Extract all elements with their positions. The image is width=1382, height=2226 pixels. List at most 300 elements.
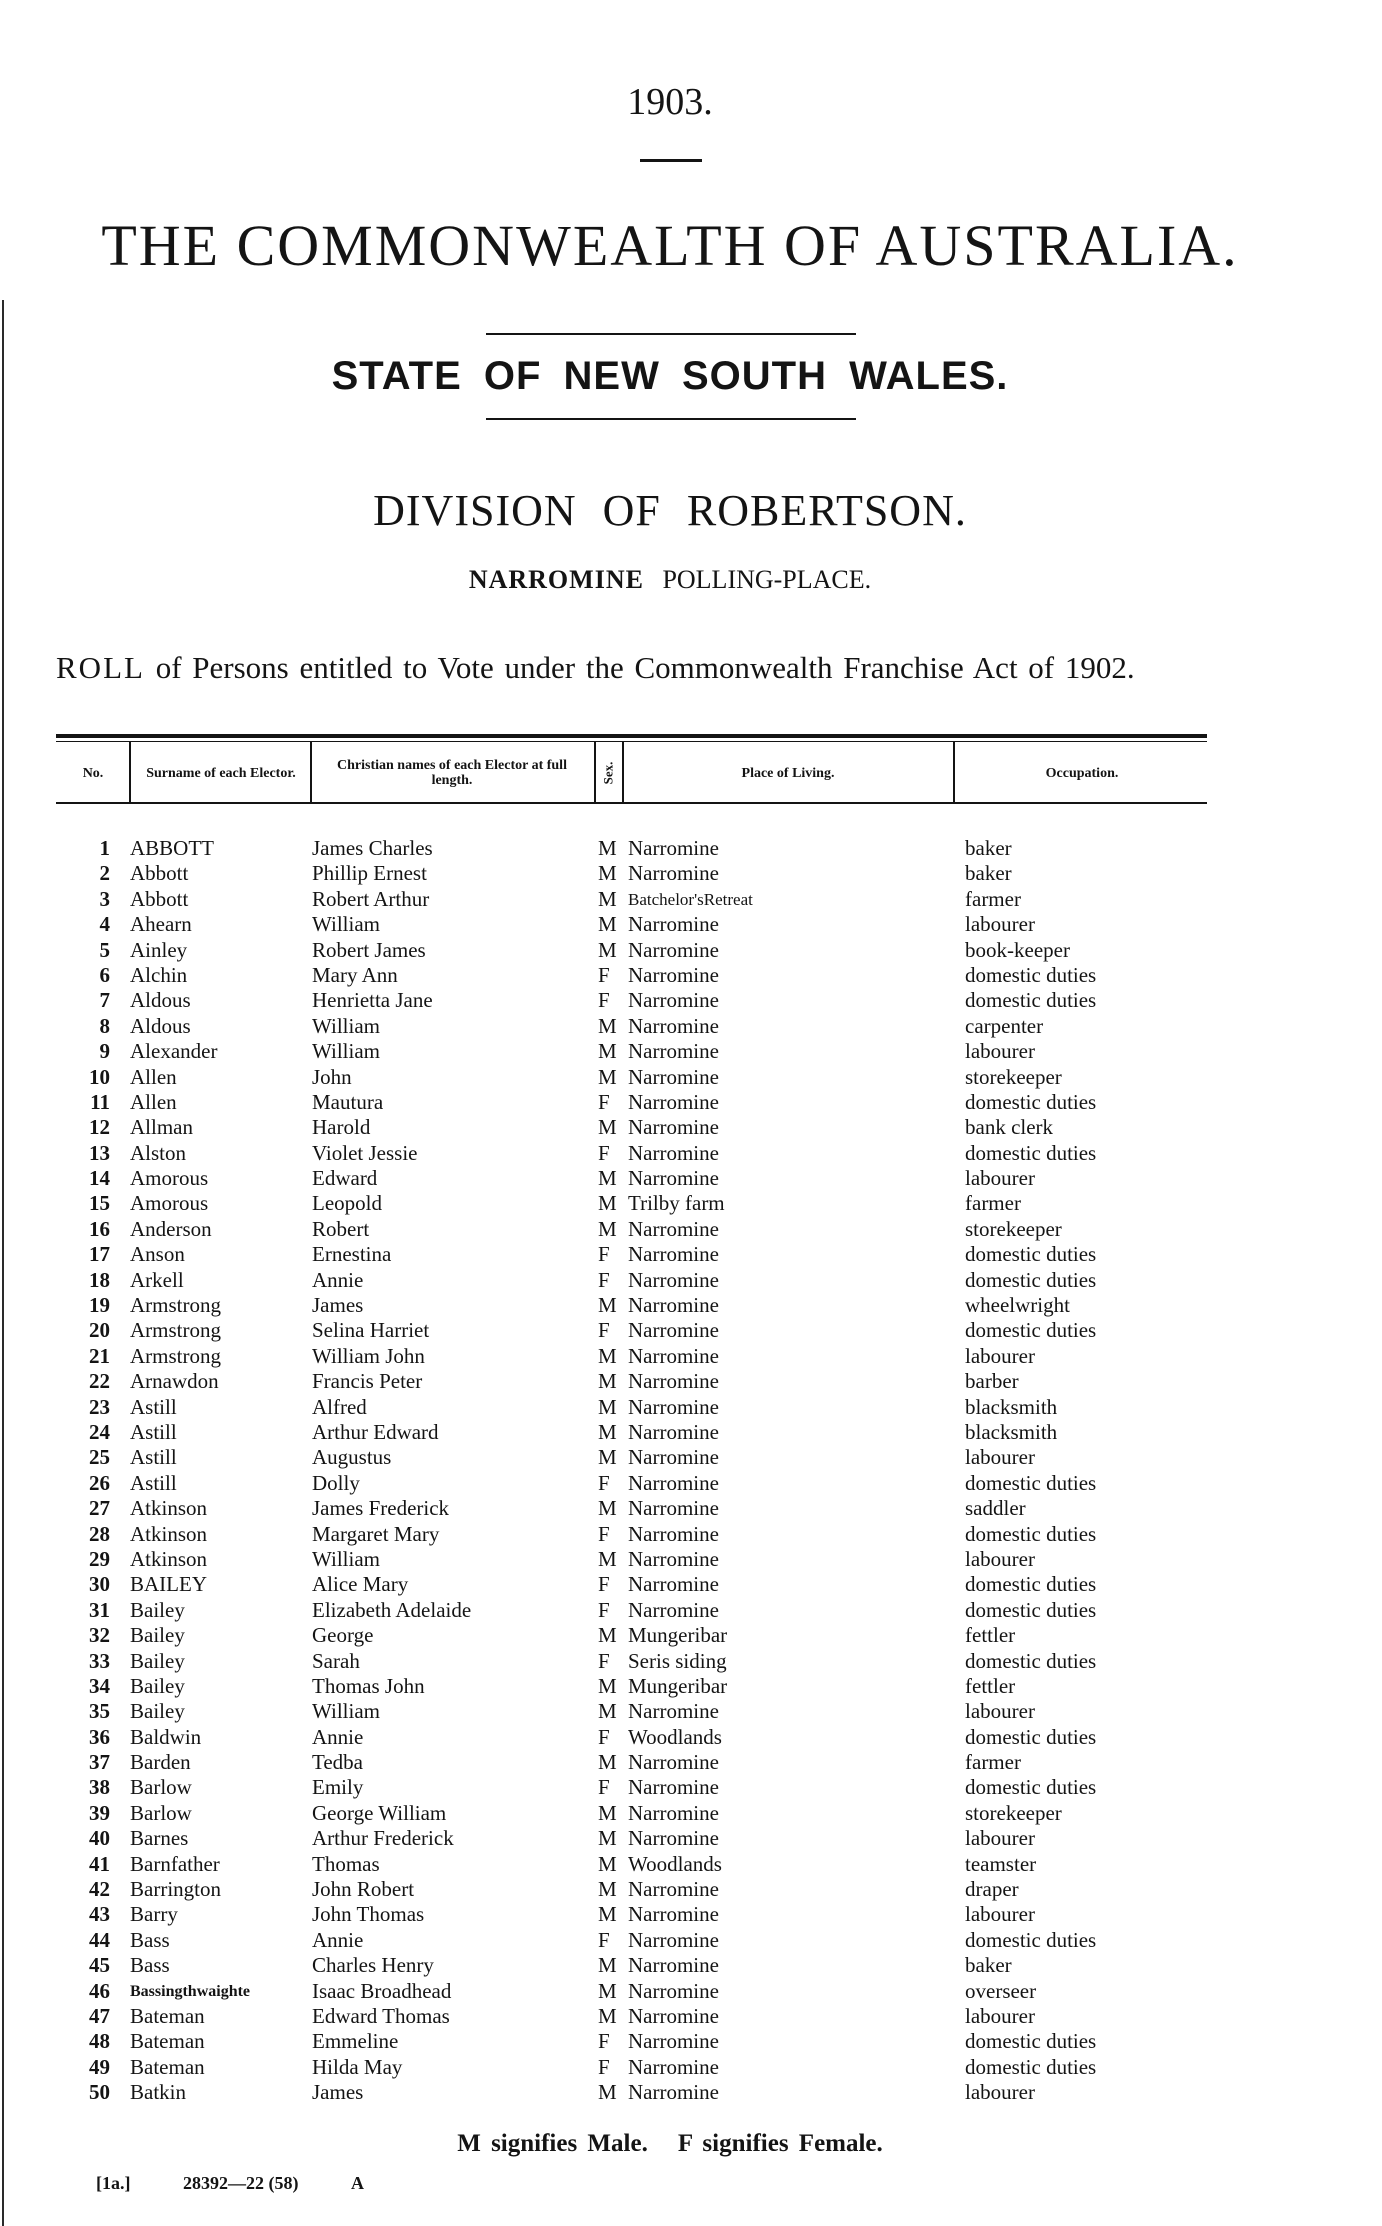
row-surname: Batkin xyxy=(130,2080,186,2105)
table-row xyxy=(0,1953,1382,1978)
table-row xyxy=(0,1115,1382,1140)
table-row xyxy=(0,1014,1382,1039)
table-row xyxy=(0,938,1382,963)
row-number: 21 xyxy=(89,1343,110,1368)
row-christian-names: Edward Thomas xyxy=(312,2003,450,2028)
row-sex: M xyxy=(598,937,617,962)
row-christian-names: Annie xyxy=(312,1724,364,1749)
row-surname: Aldous xyxy=(130,1013,191,1038)
row-number: 4 xyxy=(99,912,110,937)
row-number: 19 xyxy=(89,1293,110,1318)
table-row xyxy=(0,1674,1382,1699)
row-occupation: domestic duties xyxy=(965,1521,1097,1546)
row-occupation: domestic duties xyxy=(965,1470,1097,1495)
row-place: Narromine xyxy=(628,1166,719,1191)
row-sex: M xyxy=(598,1216,617,1241)
row-christian-names: James xyxy=(312,2080,364,2105)
table-top-rule xyxy=(56,734,1207,738)
row-number: 25 xyxy=(89,1445,110,1470)
row-occupation: saddler xyxy=(965,1496,1026,1521)
row-sex: M xyxy=(598,1800,617,1825)
row-occupation: bank clerk xyxy=(965,1115,1054,1140)
row-number: 3 xyxy=(99,886,110,911)
row-christian-names: George xyxy=(312,1623,374,1648)
row-place: Narromine xyxy=(628,1572,719,1597)
row-place: Narromine xyxy=(628,2003,719,2028)
row-christian-names: Robert James xyxy=(312,937,426,962)
column-divider xyxy=(622,742,624,804)
row-christian-names: Robert xyxy=(312,1216,370,1241)
row-surname: Alchin xyxy=(130,962,188,987)
row-place: Narromine xyxy=(628,1927,719,1952)
row-surname: Armstrong xyxy=(130,1343,221,1368)
row-christian-names: Isaac Broadhead xyxy=(312,1978,452,2003)
row-sex: M xyxy=(598,1902,617,1927)
row-number: 24 xyxy=(89,1419,110,1444)
document-year: 1903. xyxy=(627,81,713,123)
row-surname: Aldous xyxy=(130,988,191,1013)
row-occupation: labourer xyxy=(965,1902,1035,1927)
row-occupation: storekeeper xyxy=(965,1216,1062,1241)
row-surname: Arnawdon xyxy=(130,1369,219,1394)
table-row xyxy=(0,912,1382,937)
row-christian-names: Alice Mary xyxy=(312,1572,409,1597)
row-sex: F xyxy=(598,2054,610,2079)
row-surname: Allen xyxy=(130,1064,177,1089)
table-row xyxy=(0,861,1382,886)
row-christian-names: James Charles xyxy=(312,836,433,860)
table-row xyxy=(0,1649,1382,1674)
row-surname: Barrington xyxy=(130,1877,221,1902)
row-occupation: domestic duties xyxy=(965,1648,1097,1673)
row-number: 43 xyxy=(89,1902,110,1927)
row-place: Narromine xyxy=(628,2029,719,2054)
row-place: Narromine xyxy=(628,1267,719,1292)
row-number: 16 xyxy=(89,1216,110,1241)
row-number: 28 xyxy=(89,1521,110,1546)
row-christian-names: William xyxy=(312,1039,380,1064)
row-occupation: baker xyxy=(965,1953,1012,1978)
row-sex: M xyxy=(598,1166,617,1191)
row-number: 36 xyxy=(89,1724,110,1749)
row-sex: F xyxy=(598,1140,610,1165)
row-place: Narromine xyxy=(628,962,719,987)
table-row xyxy=(0,1395,1382,1420)
row-occupation: baker xyxy=(965,836,1012,860)
row-occupation: domestic duties xyxy=(965,1775,1097,1800)
row-sex: F xyxy=(598,1724,610,1749)
row-occupation: farmer xyxy=(965,1191,1021,1216)
row-christian-names: Alfred xyxy=(312,1394,367,1419)
row-sex: M xyxy=(598,861,617,886)
row-number: 30 xyxy=(89,1572,110,1597)
row-sex: M xyxy=(598,1496,617,1521)
row-surname: Atkinson xyxy=(130,1546,208,1571)
row-surname: Ainley xyxy=(130,937,188,962)
row-christian-names: Tedba xyxy=(312,1750,364,1775)
row-surname: Bailey xyxy=(130,1623,185,1648)
row-number: 39 xyxy=(89,1800,110,1825)
row-place: Narromine xyxy=(628,861,719,886)
row-number: 22 xyxy=(89,1369,110,1394)
row-christian-names: James xyxy=(312,1293,364,1318)
table-row xyxy=(0,887,1382,912)
row-occupation: draper xyxy=(965,1877,1019,1902)
row-surname: Alston xyxy=(130,1140,187,1165)
row-christian-names: George William xyxy=(312,1800,447,1825)
row-occupation: labourer xyxy=(965,1826,1035,1851)
table-row xyxy=(0,1293,1382,1318)
row-surname: Armstrong xyxy=(130,1318,221,1343)
row-occupation: domestic duties xyxy=(965,962,1097,987)
row-surname: Amorous xyxy=(130,1166,209,1191)
row-surname: Bateman xyxy=(130,2054,205,2079)
row-sex: M xyxy=(598,1369,617,1394)
row-surname: Atkinson xyxy=(130,1496,208,1521)
table-row xyxy=(0,1090,1382,1115)
row-christian-names: Phillip Ernest xyxy=(312,861,427,886)
row-number: 48 xyxy=(89,2029,110,2054)
row-surname: Barlow xyxy=(130,1775,192,1800)
row-sex: M xyxy=(598,1623,617,1648)
row-occupation: domestic duties xyxy=(965,1597,1097,1622)
row-sex: M xyxy=(598,1039,617,1064)
row-occupation: labourer xyxy=(965,912,1035,937)
row-number: 40 xyxy=(89,1826,110,1851)
row-christian-names: Augustus xyxy=(312,1445,392,1470)
row-christian-names: Annie xyxy=(312,1927,364,1952)
row-surname: Barden xyxy=(130,1750,191,1775)
row-surname: Bateman xyxy=(130,2003,205,2028)
row-sex: F xyxy=(598,1927,610,1952)
row-place: Narromine xyxy=(628,1293,719,1318)
column-header-sex: Sex. xyxy=(600,761,615,785)
row-sex: M xyxy=(598,1293,617,1318)
row-occupation: labourer xyxy=(965,1445,1035,1470)
row-sex: M xyxy=(598,1673,617,1698)
row-christian-names: Francis Peter xyxy=(312,1369,423,1394)
row-surname: Bateman xyxy=(130,2029,205,2054)
table-row xyxy=(0,1191,1382,1216)
table-row xyxy=(0,1445,1382,1470)
row-place: Woodlands xyxy=(628,1851,722,1876)
row-occupation: farmer xyxy=(965,1750,1021,1775)
row-place: Trilby farm xyxy=(628,1191,725,1216)
row-christian-names: Emmeline xyxy=(312,2029,399,2054)
row-sex: F xyxy=(598,1089,610,1114)
table-row xyxy=(0,963,1382,988)
table-row xyxy=(0,1420,1382,1445)
row-surname: Astill xyxy=(130,1394,177,1419)
row-sex: F xyxy=(598,1470,610,1495)
row-occupation: domestic duties xyxy=(965,2029,1097,2054)
table-row xyxy=(0,1750,1382,1775)
table-row xyxy=(0,2029,1382,2054)
row-number: 29 xyxy=(89,1546,110,1571)
row-christian-names: Mautura xyxy=(312,1089,384,1114)
year-divider xyxy=(640,159,702,162)
row-place: Narromine xyxy=(628,1953,719,1978)
row-surname: Bailey xyxy=(130,1597,185,1622)
row-number: 9 xyxy=(99,1039,110,1064)
row-sex: M xyxy=(598,2003,617,2028)
sex-legend xyxy=(0,2130,1340,2158)
row-surname: Allman xyxy=(130,1115,193,1140)
row-place: Narromine xyxy=(628,1978,719,2003)
row-sex: M xyxy=(598,1546,617,1571)
row-christian-names: James Frederick xyxy=(312,1496,450,1521)
row-place: Narromine xyxy=(628,2054,719,2079)
row-place: Narromine xyxy=(628,1318,719,1343)
row-sex: M xyxy=(598,836,617,860)
table-row xyxy=(0,1826,1382,1851)
row-place: Narromine xyxy=(628,937,719,962)
row-occupation: fettler xyxy=(965,1623,1016,1648)
row-christian-names: Arthur Frederick xyxy=(312,1826,454,1851)
row-number: 12 xyxy=(89,1115,110,1140)
row-place: Narromine xyxy=(628,1750,719,1775)
roll-text: of Persons entitled to Vote under the Commonwealth Franchise Act of 1902. xyxy=(155,650,1135,685)
table-row xyxy=(0,1801,1382,1826)
row-number: 49 xyxy=(89,2054,110,2079)
footer-print-number: 28392—22 (58) xyxy=(183,2173,299,2193)
table-row xyxy=(0,1852,1382,1877)
table-row xyxy=(0,1623,1382,1648)
row-sex: M xyxy=(598,1191,617,1216)
polling-place-suffix: POLLING-PLACE. xyxy=(662,565,872,594)
row-place: Narromine xyxy=(628,1470,719,1495)
row-number: 31 xyxy=(89,1597,110,1622)
row-sex: M xyxy=(598,1877,617,1902)
row-surname: Astill xyxy=(130,1445,177,1470)
table-row xyxy=(0,1471,1382,1496)
row-occupation: domestic duties xyxy=(965,988,1097,1013)
table-row xyxy=(0,1039,1382,1064)
row-place: Narromine xyxy=(628,1369,719,1394)
state-rule-bottom xyxy=(486,418,856,420)
row-place: Woodlands xyxy=(628,1724,722,1749)
row-surname: Astill xyxy=(130,1470,177,1495)
row-number: 46 xyxy=(89,1978,110,2003)
row-surname: Anson xyxy=(130,1242,185,1267)
row-number: 42 xyxy=(89,1877,110,1902)
row-number: 33 xyxy=(89,1648,110,1673)
row-place: Mungeribar xyxy=(628,1673,728,1698)
row-sex: F xyxy=(598,988,610,1013)
state-heading: STATE OF NEW SOUTH WALES. xyxy=(331,354,1009,398)
row-occupation: farmer xyxy=(965,886,1021,911)
row-surname: Astill xyxy=(130,1419,177,1444)
row-occupation: labourer xyxy=(965,2080,1035,2105)
row-sex: M xyxy=(598,1826,617,1851)
row-occupation: carpenter xyxy=(965,1013,1044,1038)
column-divider xyxy=(953,742,955,804)
elector-list xyxy=(0,836,1382,2106)
row-number: 10 xyxy=(89,1064,110,1089)
row-christian-names: John xyxy=(312,1064,352,1089)
row-place: Narromine xyxy=(628,1699,719,1724)
row-surname: Bailey xyxy=(130,1673,185,1698)
row-surname: Baldwin xyxy=(130,1724,202,1749)
row-place: Narromine xyxy=(628,1902,719,1927)
row-sex: M xyxy=(598,1978,617,2003)
row-number: 20 xyxy=(89,1318,110,1343)
row-occupation: teamster xyxy=(965,1851,1037,1876)
row-occupation: blacksmith xyxy=(965,1394,1058,1419)
row-sex: M xyxy=(598,1750,617,1775)
row-surname: Bassingthwaighte xyxy=(130,1982,251,2000)
row-surname: Ahearn xyxy=(130,912,192,937)
row-christian-names: Robert Arthur xyxy=(312,886,430,911)
row-occupation: domestic duties xyxy=(965,1927,1097,1952)
row-number: 13 xyxy=(89,1140,110,1165)
row-surname: Bailey xyxy=(130,1699,185,1724)
row-number: 2 xyxy=(99,861,110,886)
row-number: 47 xyxy=(89,2003,110,2028)
state-rule-top xyxy=(486,333,856,335)
row-christian-names: John Robert xyxy=(312,1877,415,1902)
row-number: 15 xyxy=(89,1191,110,1216)
row-place: Narromine xyxy=(628,1140,719,1165)
row-sex: M xyxy=(598,1851,617,1876)
table-row xyxy=(0,1725,1382,1750)
row-occupation: fettler xyxy=(965,1673,1016,1698)
row-number: 5 xyxy=(99,937,110,962)
table-header-bottom-rule xyxy=(56,802,1207,804)
division-heading: DIVISION OF ROBERTSON. xyxy=(373,486,967,535)
row-christian-names: Leopold xyxy=(312,1191,382,1216)
row-place: Narromine xyxy=(628,1242,719,1267)
row-sex: M xyxy=(598,1419,617,1444)
row-christian-names: Arthur Edward xyxy=(312,1419,439,1444)
row-place: Seris siding xyxy=(628,1648,727,1673)
row-surname: Alexander xyxy=(130,1039,218,1064)
row-place: Narromine xyxy=(628,1877,719,1902)
row-christian-names: Emily xyxy=(312,1775,364,1800)
row-sex: F xyxy=(598,1597,610,1622)
row-surname: Atkinson xyxy=(130,1521,208,1546)
row-place: Narromine xyxy=(628,912,719,937)
row-sex: F xyxy=(598,1572,610,1597)
row-occupation: domestic duties xyxy=(965,1242,1097,1267)
row-occupation: domestic duties xyxy=(965,1089,1097,1114)
row-sex: F xyxy=(598,1242,610,1267)
footer-code: [1a.] xyxy=(96,2173,131,2193)
row-occupation: labourer xyxy=(965,1546,1035,1571)
table-row xyxy=(0,2080,1382,2105)
row-christian-names: Hilda May xyxy=(312,2054,403,2079)
row-christian-names: Thomas xyxy=(312,1851,380,1876)
document-title: THE COMMONWEALTH OF AUSTRALIA. xyxy=(101,213,1239,278)
row-number: 34 xyxy=(89,1673,110,1698)
row-number: 27 xyxy=(89,1496,110,1521)
row-christian-names: John Thomas xyxy=(312,1902,425,1927)
polling-place-name: NARROMINE xyxy=(468,565,644,594)
table-row xyxy=(0,1902,1382,1927)
row-place: Narromine xyxy=(628,1775,719,1800)
table-row xyxy=(0,1928,1382,1953)
table-row xyxy=(0,2055,1382,2080)
row-place: Narromine xyxy=(628,1013,719,1038)
row-sex: M xyxy=(598,1699,617,1724)
row-place: Narromine xyxy=(628,1216,719,1241)
row-christian-names: Mary Ann xyxy=(312,962,398,987)
row-number: 35 xyxy=(89,1699,110,1724)
row-sex: F xyxy=(598,1318,610,1343)
row-place: Narromine xyxy=(628,1546,719,1571)
row-sex: M xyxy=(598,1115,617,1140)
table-row xyxy=(0,1217,1382,1242)
row-sex: M xyxy=(598,1394,617,1419)
row-sex: M xyxy=(598,1013,617,1038)
row-occupation: labourer xyxy=(965,1343,1035,1368)
row-place: Narromine xyxy=(628,1039,719,1064)
row-christian-names: Violet Jessie xyxy=(312,1140,418,1165)
column-header-surname: Surname of each Elector. xyxy=(146,765,296,781)
row-sex: M xyxy=(598,912,617,937)
row-surname: Barnes xyxy=(130,1826,189,1851)
table-row xyxy=(0,1979,1382,2004)
row-surname: Barry xyxy=(130,1902,178,1927)
row-surname: Abbott xyxy=(130,886,189,911)
row-occupation: blacksmith xyxy=(965,1419,1058,1444)
row-surname: Amorous xyxy=(130,1191,209,1216)
row-sex: F xyxy=(598,1648,610,1673)
table-row xyxy=(0,1522,1382,1547)
row-christian-names: Sarah xyxy=(312,1648,360,1673)
row-number: 38 xyxy=(89,1775,110,1800)
row-christian-names: William John xyxy=(312,1343,425,1368)
row-number: 14 xyxy=(89,1166,110,1191)
row-occupation: labourer xyxy=(965,1699,1035,1724)
row-occupation: wheelwright xyxy=(965,1293,1070,1318)
row-christian-names: William xyxy=(312,1546,380,1571)
table-row xyxy=(0,1369,1382,1394)
column-divider xyxy=(310,742,312,804)
row-occupation: barber xyxy=(965,1369,1019,1394)
row-sex: F xyxy=(598,1267,610,1292)
row-christian-names: William xyxy=(312,1699,380,1724)
row-place: Narromine xyxy=(628,1394,719,1419)
column-header-occupation: Occupation. xyxy=(1045,765,1119,781)
row-occupation: domestic duties xyxy=(965,1140,1097,1165)
table-row xyxy=(0,1877,1382,1902)
row-sex: M xyxy=(598,1445,617,1470)
row-surname: Armstrong xyxy=(130,1293,221,1318)
row-sex: F xyxy=(598,1775,610,1800)
polling-place-heading xyxy=(0,565,1340,595)
row-occupation: labourer xyxy=(965,1039,1035,1064)
table-row xyxy=(0,1166,1382,1191)
row-sex: M xyxy=(598,1953,617,1978)
table-row xyxy=(0,1141,1382,1166)
row-place: Narromine xyxy=(628,1115,719,1140)
row-occupation: domestic duties xyxy=(965,1318,1097,1343)
roll-lead: ROLL xyxy=(56,650,145,685)
row-sex: F xyxy=(598,1521,610,1546)
row-place: Narromine xyxy=(628,1419,719,1444)
row-sex: M xyxy=(598,1343,617,1368)
row-surname: Barnfather xyxy=(130,1851,220,1876)
row-place: Narromine xyxy=(628,1597,719,1622)
row-sex: F xyxy=(598,2029,610,2054)
row-place: Narromine xyxy=(628,836,719,860)
row-number: 17 xyxy=(89,1242,110,1267)
row-number: 7 xyxy=(99,988,110,1013)
row-occupation: domestic duties xyxy=(965,1572,1097,1597)
row-surname: Abbott xyxy=(130,861,189,886)
row-surname: Barlow xyxy=(130,1800,192,1825)
